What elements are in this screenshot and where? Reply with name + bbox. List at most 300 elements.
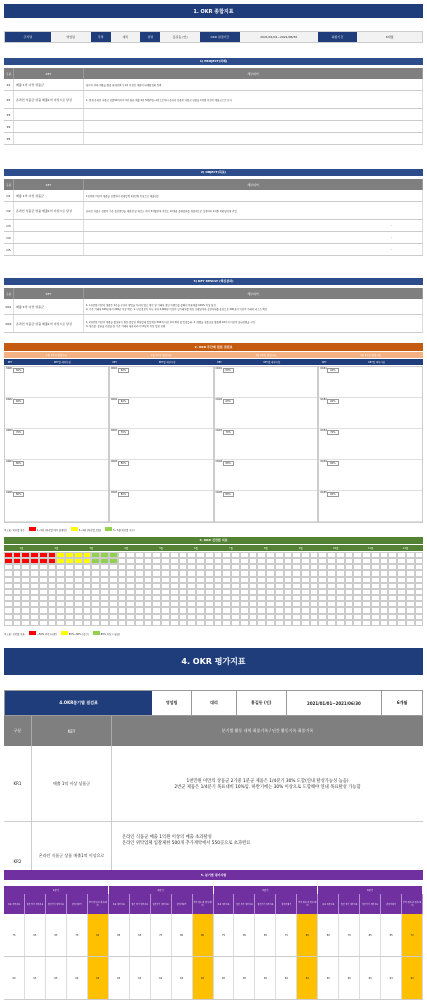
month-header: 9월 bbox=[298, 547, 303, 550]
progress-row bbox=[4, 620, 423, 626]
okr-percent: 60% bbox=[118, 368, 129, 373]
red-swatch bbox=[29, 527, 36, 531]
row-key: 매출 1억 이상 상품군 bbox=[14, 79, 84, 90]
info-period: 2021/01/01~2021/06/30 bbox=[260, 35, 298, 39]
okr-percent: 60% bbox=[327, 368, 338, 373]
quarter-header: 4분기 bbox=[318, 886, 423, 894]
okr-percent: 60% bbox=[118, 399, 129, 404]
okr-check-box[interactable] bbox=[110, 460, 213, 491]
legend-good: 5~7점(적진별 우수) bbox=[105, 527, 135, 532]
table-row bbox=[4, 109, 423, 121]
score-subheader: 월간가기 세부지표 bbox=[46, 894, 67, 914]
score-cell: 85 bbox=[255, 914, 276, 956]
okr-label: OKR5 bbox=[215, 491, 223, 494]
score-cell: 85 bbox=[46, 914, 67, 956]
okr-label: OKR5 bbox=[110, 491, 118, 494]
score-cell: 85 bbox=[360, 914, 381, 956]
okr-label: OKR1 bbox=[215, 367, 223, 370]
progress-cell bbox=[362, 620, 371, 626]
eval-detail: 2번군 제품은 1/4분기 목표대비 10%임. 하반기에는 30% 이상으로 도할해야 연내 목표탈성 가능함 bbox=[174, 784, 361, 790]
col-header: KEY bbox=[14, 68, 84, 79]
eval-rank: 대리 bbox=[192, 691, 237, 715]
score-cell: 85 bbox=[109, 914, 130, 956]
progress-title: 4. OKR 진전월 지표 bbox=[4, 537, 423, 544]
okr-check-box[interactable] bbox=[5, 429, 108, 460]
green-swatch bbox=[93, 631, 100, 635]
info-rank: 대리 bbox=[122, 35, 129, 39]
progress-cell bbox=[39, 620, 48, 626]
okr-percent: 60% bbox=[327, 399, 338, 404]
month-header: 8월 bbox=[263, 547, 268, 550]
row-id: O4 bbox=[4, 232, 14, 243]
quarter-header: 1분기 bbox=[4, 886, 109, 894]
row-detail: 1천만원 미만의 제품을 선별하여 전체합계 1천만원 이상으로 매출상승 bbox=[84, 190, 423, 201]
okr-label: OKR4 bbox=[6, 460, 13, 463]
progress-cell bbox=[161, 620, 170, 626]
score-cell: 80 bbox=[172, 914, 193, 956]
progress-cell bbox=[135, 620, 144, 626]
row-key: 매출 1억 이상 상품군 bbox=[14, 299, 84, 314]
month-header: 2월 bbox=[54, 547, 59, 550]
progress-cell bbox=[65, 620, 74, 626]
okr-check-box[interactable] bbox=[110, 367, 213, 398]
table-row bbox=[4, 315, 423, 333]
row-key: 온라인 식품군 상품 매출1억 이상으로 탈성 bbox=[14, 315, 84, 332]
row-id: O5 bbox=[4, 244, 14, 255]
detail-header: KEY별 세부사항 bbox=[53, 361, 71, 364]
row-detail: 1. 1천만원 미만의 제품은 2가을 수단과 방법을 가리지 않고 생산 및 거래처 창단 이벤트를 통해서 목표매출 100% 이상 탈성 2. 기존 거래처 100곳에서 200곳 이상 확보, 1. 단순홍보가 아닌 국내 2,000곳 이상의 딥거래처를 위한 신맞판지와 공장지대를 중심으로 200곳의 이상의 거래처 리스트 확보 bbox=[84, 299, 423, 314]
score-cell: 64 bbox=[297, 957, 318, 999]
score-subheader: 월간가기 세부지표 bbox=[151, 894, 172, 914]
row-detail: - bbox=[84, 220, 423, 231]
row-key bbox=[14, 133, 84, 144]
table-row bbox=[4, 91, 423, 109]
okr-percent: 60% bbox=[223, 399, 234, 404]
okr-percent: 70% bbox=[223, 430, 234, 435]
progress-cell bbox=[196, 620, 205, 626]
okr-check-box[interactable] bbox=[215, 429, 318, 460]
okr-percent: 80% bbox=[327, 461, 338, 466]
quarter-header: 2분기 bbox=[109, 886, 214, 894]
score-cell: 65 bbox=[46, 957, 67, 999]
eval-key: 온라인 식품군 상품 매출1억 이상으로 bbox=[32, 822, 112, 870]
table-row bbox=[4, 299, 423, 315]
score-subheader: 월간 정가 세부지표 bbox=[234, 894, 255, 914]
info-dept: 영업팀 bbox=[66, 35, 76, 39]
okr-label: OKR5 bbox=[320, 491, 327, 494]
row-detail bbox=[84, 109, 423, 120]
okr-percent: 80% bbox=[13, 461, 24, 466]
yellow-swatch bbox=[61, 631, 68, 635]
progress-cell bbox=[318, 620, 327, 626]
row-key bbox=[14, 244, 84, 255]
score-cell: 80 bbox=[297, 914, 318, 956]
eval-header-row bbox=[4, 690, 423, 716]
yellow-swatch bbox=[71, 527, 78, 531]
info-label-rank: 직책 bbox=[91, 32, 111, 42]
score-subheader: 부여 점수(총 점수/평가) bbox=[88, 894, 109, 914]
info-label-name: 성명 bbox=[140, 32, 160, 42]
okr-check-box[interactable] bbox=[110, 429, 213, 460]
score-subheader: 부여 점수(총 점수/평가) bbox=[402, 894, 423, 914]
row-detail: 당사의 전체 제품을 활용 판매단위가 1억 이상인 제품의 판매활성화 정책 bbox=[84, 79, 423, 90]
legend-good: 80% 이상 / (좋음) bbox=[93, 631, 121, 636]
month-header: 7월 bbox=[229, 547, 233, 550]
red-swatch bbox=[29, 631, 36, 635]
score-subheader: 월간 정가 세부지표 bbox=[130, 894, 151, 914]
row-detail: 온라인 식품군 상품의 기존 홍보방안을 재점검 및 새로도 마여 3개월안에 적성도 12개를 홍행중류를 새롭게으로 설정하여 1억원 목표탈성에 진입 bbox=[84, 202, 423, 219]
score-quarters bbox=[4, 886, 423, 894]
okr-label: OKR3 bbox=[215, 429, 223, 432]
progress-cell bbox=[345, 620, 354, 626]
progress-cell bbox=[21, 620, 30, 626]
score-subheader: 목표 세부지표 bbox=[109, 894, 130, 914]
okr-check-box[interactable] bbox=[110, 398, 213, 429]
score-subheader: 목표 세부지표 bbox=[318, 894, 339, 914]
keyresult-title: 3) KEY RESULT (핵심결과) bbox=[4, 278, 423, 285]
okr-percent: 60% bbox=[223, 368, 234, 373]
progress-cell bbox=[109, 620, 118, 626]
okr-check-box[interactable] bbox=[5, 367, 108, 398]
progress-cell bbox=[187, 620, 196, 626]
legend-mid: 50%~80% (중간) bbox=[61, 631, 89, 636]
row-key: 온라인 식품군 상품 매출1억 이상으로 탈성 bbox=[14, 202, 84, 219]
score-cell: 65 bbox=[88, 957, 109, 999]
score-cell: 65 bbox=[360, 957, 381, 999]
progress-cell bbox=[205, 620, 214, 626]
table-row bbox=[4, 121, 423, 133]
eval-detail: 1천만원 미만의 상품군 2가중 1분군 제품은 1/4분기 30% 도할(연내 탈성가능성 높음) bbox=[186, 778, 349, 784]
eval-col-row bbox=[4, 716, 423, 746]
progress-cell bbox=[100, 620, 109, 626]
score-cell: 85 bbox=[130, 914, 151, 956]
okr-check-box[interactable] bbox=[215, 460, 318, 491]
progress-cell bbox=[170, 620, 179, 626]
eval-title: 4.OKR분기별 점검표 bbox=[5, 691, 152, 715]
table-row bbox=[4, 244, 423, 256]
score-subheader: 부여 점수(총 점수/평가) bbox=[193, 894, 214, 914]
month-header: 11월 bbox=[368, 547, 374, 550]
okr-label: OKR3 bbox=[6, 429, 13, 432]
row-key bbox=[14, 121, 84, 132]
progress-cell bbox=[4, 620, 13, 626]
eval-key: 매출 1억 이상 상품군 bbox=[32, 746, 112, 821]
eval-page-title: 4. OKR 평가지표 bbox=[4, 648, 423, 675]
progress-cell bbox=[371, 620, 380, 626]
table-row bbox=[4, 190, 423, 202]
okr-percent: 80% bbox=[118, 492, 129, 497]
row-id: O3 bbox=[4, 220, 14, 231]
table-row bbox=[4, 220, 423, 232]
okr-check-box[interactable] bbox=[319, 491, 422, 522]
progress-cell bbox=[13, 620, 22, 626]
okr-label: OKR4 bbox=[110, 460, 118, 463]
col-header: 세부내역 bbox=[84, 288, 423, 299]
eval-period: 2021/01/01~2021/06/30 bbox=[287, 691, 383, 715]
progress-cell bbox=[406, 620, 415, 626]
score-subheader: 월간 정가 세부지표 bbox=[339, 894, 360, 914]
row-id: P5 bbox=[4, 133, 14, 144]
row-id: KR1 bbox=[4, 299, 14, 314]
score-cell: 75 bbox=[276, 914, 297, 956]
progress-cell bbox=[415, 620, 424, 626]
table-row bbox=[4, 202, 423, 220]
score-title: 5. 분기별 평가사항 bbox=[4, 870, 423, 880]
row-key bbox=[14, 109, 84, 120]
score-subheader: 관리자평가 bbox=[381, 894, 402, 914]
info-label-final: 최종기간 bbox=[318, 32, 358, 42]
row-id: O1 bbox=[4, 190, 14, 201]
week-column bbox=[214, 366, 319, 523]
score-cell: 64 bbox=[67, 957, 88, 999]
legend-label: 비고표: 적진별 점수 bbox=[4, 528, 25, 532]
score-cell: 64 bbox=[151, 957, 172, 999]
row-detail bbox=[84, 133, 423, 144]
table-row bbox=[4, 133, 423, 145]
progress-cell bbox=[380, 620, 389, 626]
okr-percent: 70% bbox=[118, 430, 129, 435]
row-id: P2 bbox=[4, 91, 14, 108]
score-cell: 85 bbox=[381, 914, 402, 956]
okr-label: OKR4 bbox=[215, 460, 223, 463]
progress-cell bbox=[48, 620, 57, 626]
score-cell: 65 bbox=[214, 957, 235, 999]
key-header: KEY bbox=[217, 360, 222, 364]
info-label-company: 주식명 bbox=[5, 32, 51, 42]
progress-cell bbox=[249, 620, 258, 626]
month-header: 10월 bbox=[333, 547, 339, 550]
month-header: 4월 bbox=[124, 547, 129, 550]
okr-label: OKR3 bbox=[320, 429, 327, 432]
okr-label: OKR2 bbox=[215, 398, 223, 401]
okr-percent: 80% bbox=[223, 461, 234, 466]
score-subheader: 월간가기 세부지표 bbox=[255, 894, 276, 914]
okr-check-box[interactable] bbox=[215, 398, 318, 429]
score-cell: 75 bbox=[214, 914, 235, 956]
okr-label: OKR1 bbox=[6, 367, 13, 370]
score-body bbox=[4, 914, 423, 1000]
keyresult-section bbox=[4, 278, 423, 333]
score-cell: 65 bbox=[25, 957, 46, 999]
progress-cell bbox=[126, 620, 135, 626]
okr-label: OKR2 bbox=[110, 398, 118, 401]
score-subheader: 관리자평가 bbox=[276, 894, 297, 914]
col-header: 구분 bbox=[4, 68, 14, 79]
eval-row-kr2 bbox=[4, 822, 423, 870]
progress-cell bbox=[310, 620, 319, 626]
table-row bbox=[4, 232, 423, 244]
score-cell: 65 bbox=[130, 957, 151, 999]
okr-percent: 70% bbox=[327, 430, 338, 435]
info-name: 홍길동 (인) bbox=[172, 35, 188, 39]
col-header: KEY bbox=[14, 179, 84, 190]
progress-cell bbox=[152, 620, 161, 626]
score-cell: 64 bbox=[276, 957, 297, 999]
eval-months: 6개월 bbox=[396, 700, 408, 705]
okr-percent: 60% bbox=[13, 399, 24, 404]
quarter-header: 3분기 bbox=[214, 886, 319, 894]
row-id: P1 bbox=[4, 79, 14, 90]
row-key bbox=[14, 232, 84, 243]
score-cell: 64 bbox=[172, 957, 193, 999]
progress-cell bbox=[353, 620, 362, 626]
progress-cell bbox=[222, 620, 231, 626]
okr-check-box[interactable] bbox=[5, 460, 108, 491]
score-cell: 75 bbox=[151, 914, 172, 956]
eval-dept: 영업팀 bbox=[152, 691, 192, 715]
eval-detail: 온라인 식품군 매출 1억원 이상의 매출 초과탈성 bbox=[122, 835, 212, 840]
progress-cell bbox=[91, 620, 100, 626]
eval-col-header: 분기별 활동 내역 최종기록 / 년간 활동기록 최종기록 bbox=[221, 728, 314, 733]
col-header: 세부내역 bbox=[84, 68, 423, 79]
eval-id: KR2 bbox=[4, 822, 32, 870]
month-header: 1월 bbox=[19, 547, 24, 550]
row-detail bbox=[84, 121, 423, 132]
week-header: 1월 2주차 월립사판 bbox=[150, 354, 172, 357]
row-id: KR2 bbox=[4, 315, 14, 332]
okr-check-box[interactable] bbox=[319, 398, 422, 429]
score-cell: 81 bbox=[88, 914, 109, 956]
progress-cell bbox=[144, 620, 153, 626]
score-subheader: 관리자평가 bbox=[172, 894, 193, 914]
okr-check-box[interactable] bbox=[319, 429, 422, 460]
okr-percent: 80% bbox=[118, 461, 129, 466]
legend-label: 비고표: 진전월 지표 bbox=[4, 632, 25, 636]
okr-check-box[interactable] bbox=[110, 491, 213, 522]
col-header: 세부내역 bbox=[84, 179, 423, 190]
score-subheader: 월간 정가 세부지표 bbox=[25, 894, 46, 914]
row-id: P3 bbox=[4, 109, 14, 120]
eval-id: KR1 bbox=[4, 746, 32, 821]
score-subheader: 월간가기 세부지표 bbox=[360, 894, 381, 914]
score-cell: 65 bbox=[109, 957, 130, 999]
score-cell: 85 bbox=[234, 914, 255, 956]
week-column bbox=[4, 366, 109, 523]
score-row bbox=[4, 957, 423, 1000]
objective-section bbox=[4, 169, 423, 256]
progress-cell bbox=[301, 620, 310, 626]
progress-grid bbox=[4, 552, 423, 626]
progress-cell bbox=[397, 620, 406, 626]
info-final: 6개월 bbox=[385, 35, 394, 39]
progress-cell bbox=[257, 620, 266, 626]
week-header: 1월 1주차 월립사판 bbox=[46, 354, 67, 357]
score-cell: 80 bbox=[193, 914, 214, 956]
okr-label: OKR2 bbox=[320, 398, 327, 401]
score-subheader: 관리자평가 bbox=[67, 894, 88, 914]
green-swatch bbox=[105, 527, 112, 531]
eval-detail: 온라인 위탁업체 입찰제한 500개 추가계약에서 550곳으로 초과완료 bbox=[122, 841, 251, 846]
okr-label: OKR2 bbox=[6, 398, 13, 401]
okr-label: OKR1 bbox=[320, 367, 327, 370]
okr-percent: 80% bbox=[327, 492, 338, 497]
col-header: 구분 bbox=[4, 179, 14, 190]
row-detail: 1. 2천만원 미만의 제품을 활성화기 위한 종합한 위탁업체 업할제한 500개 이상 추가계약 및 입점등록. 2. 매월을 상품군을 활용해 10가지 이상의 홍판상품을 구성 3. 제조품, 홍판울 개선을 통 기존 거래처 대금직리서 10곳의 이상 입점 진행 bbox=[84, 315, 423, 332]
month-header: 6월 bbox=[194, 547, 198, 550]
okr-check-box[interactable] bbox=[5, 398, 108, 429]
month-header: 3월 bbox=[89, 547, 94, 550]
progress-cell bbox=[179, 620, 188, 626]
okr-check-box[interactable] bbox=[215, 491, 318, 522]
progress-cell bbox=[83, 620, 92, 626]
info-label-period: OKR 설정기간 bbox=[200, 32, 240, 42]
progress-months bbox=[4, 545, 423, 551]
okr-percent: 70% bbox=[13, 430, 24, 435]
month-header: 5월 bbox=[159, 547, 164, 550]
score-cell: 65 bbox=[339, 957, 360, 999]
detail-header: KEY별 세부사항 bbox=[158, 361, 176, 364]
eval-col-header: KEY bbox=[32, 716, 112, 746]
okr-label: OKR1 bbox=[110, 367, 118, 370]
week-header: 1월 3주차 월립사판 bbox=[255, 354, 277, 357]
week-column bbox=[318, 366, 423, 523]
weekly-check-title: 2. OKR 주간제 월립 점검표 bbox=[4, 343, 423, 351]
okr-percent: 80% bbox=[223, 492, 234, 497]
okr-percent: 80% bbox=[13, 492, 24, 497]
okr-label: OKR5 bbox=[6, 491, 13, 494]
score-cell: 80 bbox=[318, 914, 339, 956]
detail-header: KEY별 세부사항 bbox=[263, 361, 281, 364]
progress-cell bbox=[214, 620, 223, 626]
score-cell: 65 bbox=[25, 914, 46, 956]
objective-title: 2) OBJECT(목표) bbox=[4, 169, 423, 176]
progress-cell bbox=[266, 620, 275, 626]
okr-check-box[interactable] bbox=[215, 367, 318, 398]
okr-check-box[interactable] bbox=[319, 460, 422, 491]
project-section bbox=[4, 58, 423, 145]
eval-col-header: 구분 bbox=[4, 716, 32, 746]
col-header: KEY bbox=[14, 288, 84, 299]
okr-check-box[interactable] bbox=[319, 367, 422, 398]
eval-name: 홍길동 (인) bbox=[237, 691, 287, 715]
key-header: KEY bbox=[112, 360, 118, 364]
weekly-legend bbox=[4, 527, 135, 532]
progress-cell bbox=[56, 620, 65, 626]
col-header: 구분 bbox=[4, 288, 14, 299]
legend-poor: ~50% 미만 (나쁨) bbox=[29, 631, 57, 636]
score-cell: 75 bbox=[67, 914, 88, 956]
table-row bbox=[4, 79, 423, 91]
okr-label: OKR4 bbox=[320, 460, 327, 463]
row-detail: - bbox=[84, 244, 423, 255]
progress-cell bbox=[336, 620, 345, 626]
row-detail: 1. 현재 온라인 식품군 상품50가지의 3년 평균 매출 4천 5백만원~1억으로부터 온라인 상품의 식품군 상품을 1억원 이상의 매출군으로 유지 bbox=[84, 91, 423, 108]
score-cell: 65 bbox=[193, 957, 214, 999]
week-column bbox=[109, 366, 214, 523]
score-subheaders bbox=[4, 894, 423, 914]
legend-poor: 1~2점 (적진별 매우 불량함) bbox=[29, 527, 67, 532]
score-cell: 64 bbox=[381, 957, 402, 999]
progress-cell bbox=[292, 620, 301, 626]
score-row bbox=[4, 914, 423, 957]
progress-cell bbox=[327, 620, 336, 626]
score-cell: 65 bbox=[318, 957, 339, 999]
progress-cell bbox=[240, 620, 249, 626]
score-subheader: 목표 세부지표 bbox=[214, 894, 235, 914]
okr-check-box[interactable] bbox=[5, 491, 108, 522]
score-subheader: 부여 점수(총 점수/평가) bbox=[297, 894, 318, 914]
progress-cell bbox=[30, 620, 39, 626]
progress-cell bbox=[388, 620, 397, 626]
row-key bbox=[14, 220, 84, 231]
project-title: 1) PROJECT(과제) bbox=[4, 58, 423, 65]
row-key: 매출 1억 이상 상품군 bbox=[14, 190, 84, 201]
row-detail: - bbox=[84, 232, 423, 243]
progress-cell bbox=[231, 620, 240, 626]
key-header: KEY bbox=[7, 360, 13, 364]
key-header: KEY bbox=[321, 360, 327, 364]
score-cell: 72 bbox=[402, 914, 423, 956]
